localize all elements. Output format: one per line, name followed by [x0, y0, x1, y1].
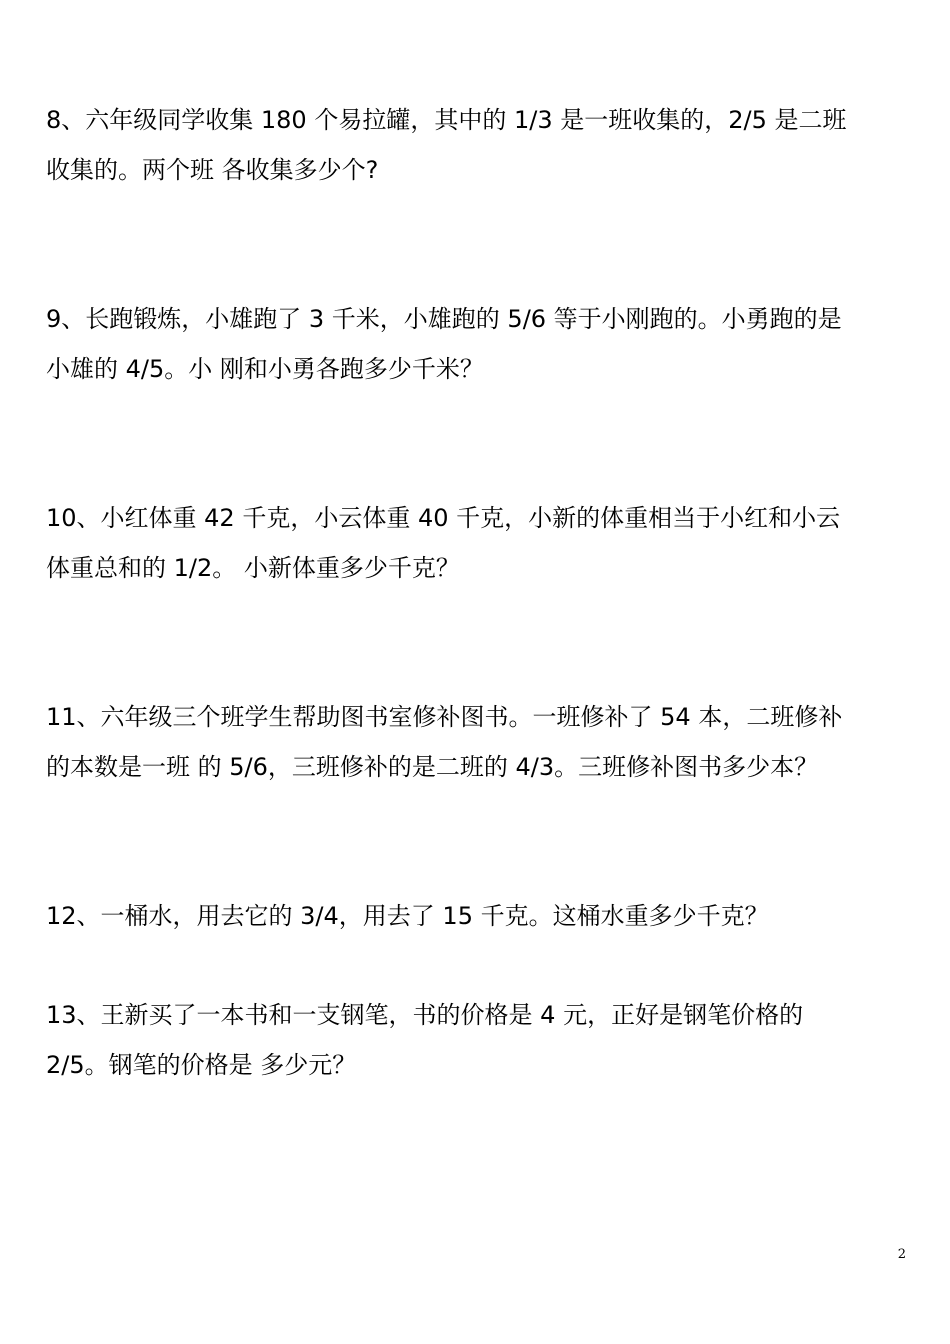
question-9-line-2: 小雄的 4/5。小 刚和小勇各跑多少千米？: [46, 355, 484, 383]
question-8: [46, 95, 906, 195]
question-8-line-2: 收集的。两个班 各收集多少个?: [46, 156, 379, 184]
question-13-line-2: 2/5。钢笔的价格是 多少元？: [46, 1051, 357, 1079]
question-11: [46, 692, 906, 792]
question-13-line-1: 13、王新买了一本书和一支钢笔，书的价格是 4 元，正好是钢笔价格的: [46, 1001, 804, 1029]
question-9: [46, 294, 906, 394]
question-9-line-1: 9、长跑锻炼，小雄跑了 3 千米，小雄跑的 5/6 等于小刚跑的。小勇跑的是: [46, 305, 842, 333]
question-11-line-1: 11、六年级三个班学生帮助图书室修补图书。一班修补了 54 本，二班修补: [46, 703, 843, 731]
question-10: [46, 493, 906, 593]
page-number: 2: [897, 1247, 906, 1262]
question-13: [46, 990, 906, 1090]
question-11-line-2: 的本数是一班 的 5/6，三班修补的是二班的 4/3。三班修补图书多少本？: [46, 753, 819, 781]
question-12-line-1: 12、一桶水，用去它的 3/4，用去了 15 千克。这桶水重多少千克？: [46, 902, 769, 930]
question-8-line-1: 8、六年级同学收集 180 个易拉罐，其中的 1/3 是一班收集的，2/5 是二班: [46, 106, 847, 134]
question-10-line-2: 体重总和的 1/2。 小新体重多少千克？: [46, 554, 460, 582]
question-10-line-1: 10、小红体重 42 千克，小云体重 40 千克，小新的体重相当于小红和小云: [46, 504, 841, 532]
question-12: [46, 891, 906, 941]
